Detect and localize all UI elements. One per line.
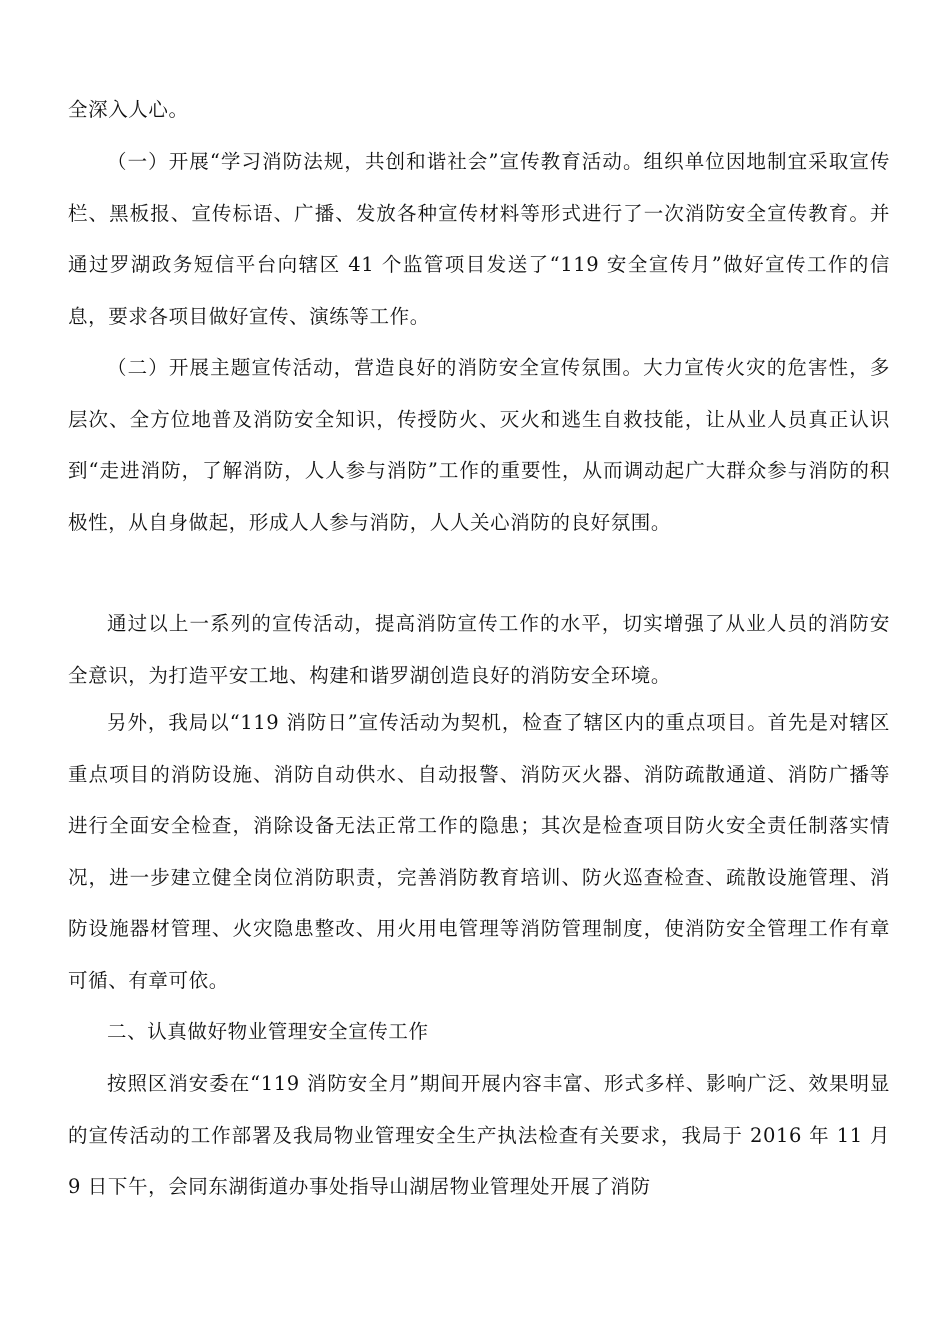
paragraph-2: （一）开展“学习消防法规，共创和谐社会”宣传教育活动。组织单位因地制宜采取宣传栏、黑板报、宣传标语、广播、发放各种宣传材料等形式进行了一次消防安全宣传教育。并通过罗湖政务短信平台向辖区 41 个监管项目发送了“119 安全宣传月”做好宣传工作的信息，要求各项目做好宣传、演练等工作。 — [68, 150, 890, 328]
paragraph-inspection — [68, 697, 890, 1006]
paragraph-5: 另外，我局以“119 消防日”宣传活动为契机，检查了辖区内的重点项目。首先是对辖区重点项目的消防设施、消防自动供水、自动报警、消防灭火器、消防疏散通道、消防广播等进行全面安全检查，消除设备无法正常工作的隐患；其次是检查项目防火安全责任制落实情况，进一步建立健全岗位消防职责，完善消防教育培训、防火巡查检查、疏散设施管理、消防设施器材管理、火灾隐患整改、用火用电管理等消防管理制度，使消防安全管理工作有章可循、有章可依。 — [68, 711, 890, 992]
paragraph-4: 通过以上一系列的宣传活动，提高消防宣传工作的水平，切实增强了从业人员的消防安全意识，为打造平安工地、构建和谐罗湖创造良好的消防安全环境。 — [68, 612, 890, 687]
paragraph-7: 按照区消安委在“119 消防安全月”期间开展内容丰富、形式多样、影响广泛、效果明显的宣传活动的工作部署及我局物业管理安全生产执法检查有关要求，我局于 2016 年 11 月 9 日下午，会同东湖街道办事处指导山湖居物业管理处开展了消防 — [68, 1072, 890, 1198]
section-heading — [68, 1006, 890, 1058]
paragraph-campaign-2 — [68, 342, 890, 548]
paragraph-property — [68, 1058, 890, 1213]
paragraph-campaign-1 — [68, 136, 890, 342]
paragraph-continuation — [68, 84, 890, 136]
paragraph-3: （二）开展主题宣传活动，营造良好的消防安全宣传氛围。大力宣传火灾的危害性，多层次、全方位地普及消防安全知识，传授防火、灭火和逃生自救技能，让从业人员真正认识到“走进消防，了解消防，人人参与消防”工作的重要性，从而调动起广大群众参与消防的积极性，从自身做起，形成人人参与消防，人人关心消防的良好氛围。 — [68, 356, 890, 534]
paragraph-1: 全深入人心。 — [68, 98, 189, 121]
paragraph-summary — [68, 598, 890, 701]
heading-property-management: 二、认真做好物业管理安全宣传工作 — [107, 1020, 429, 1043]
